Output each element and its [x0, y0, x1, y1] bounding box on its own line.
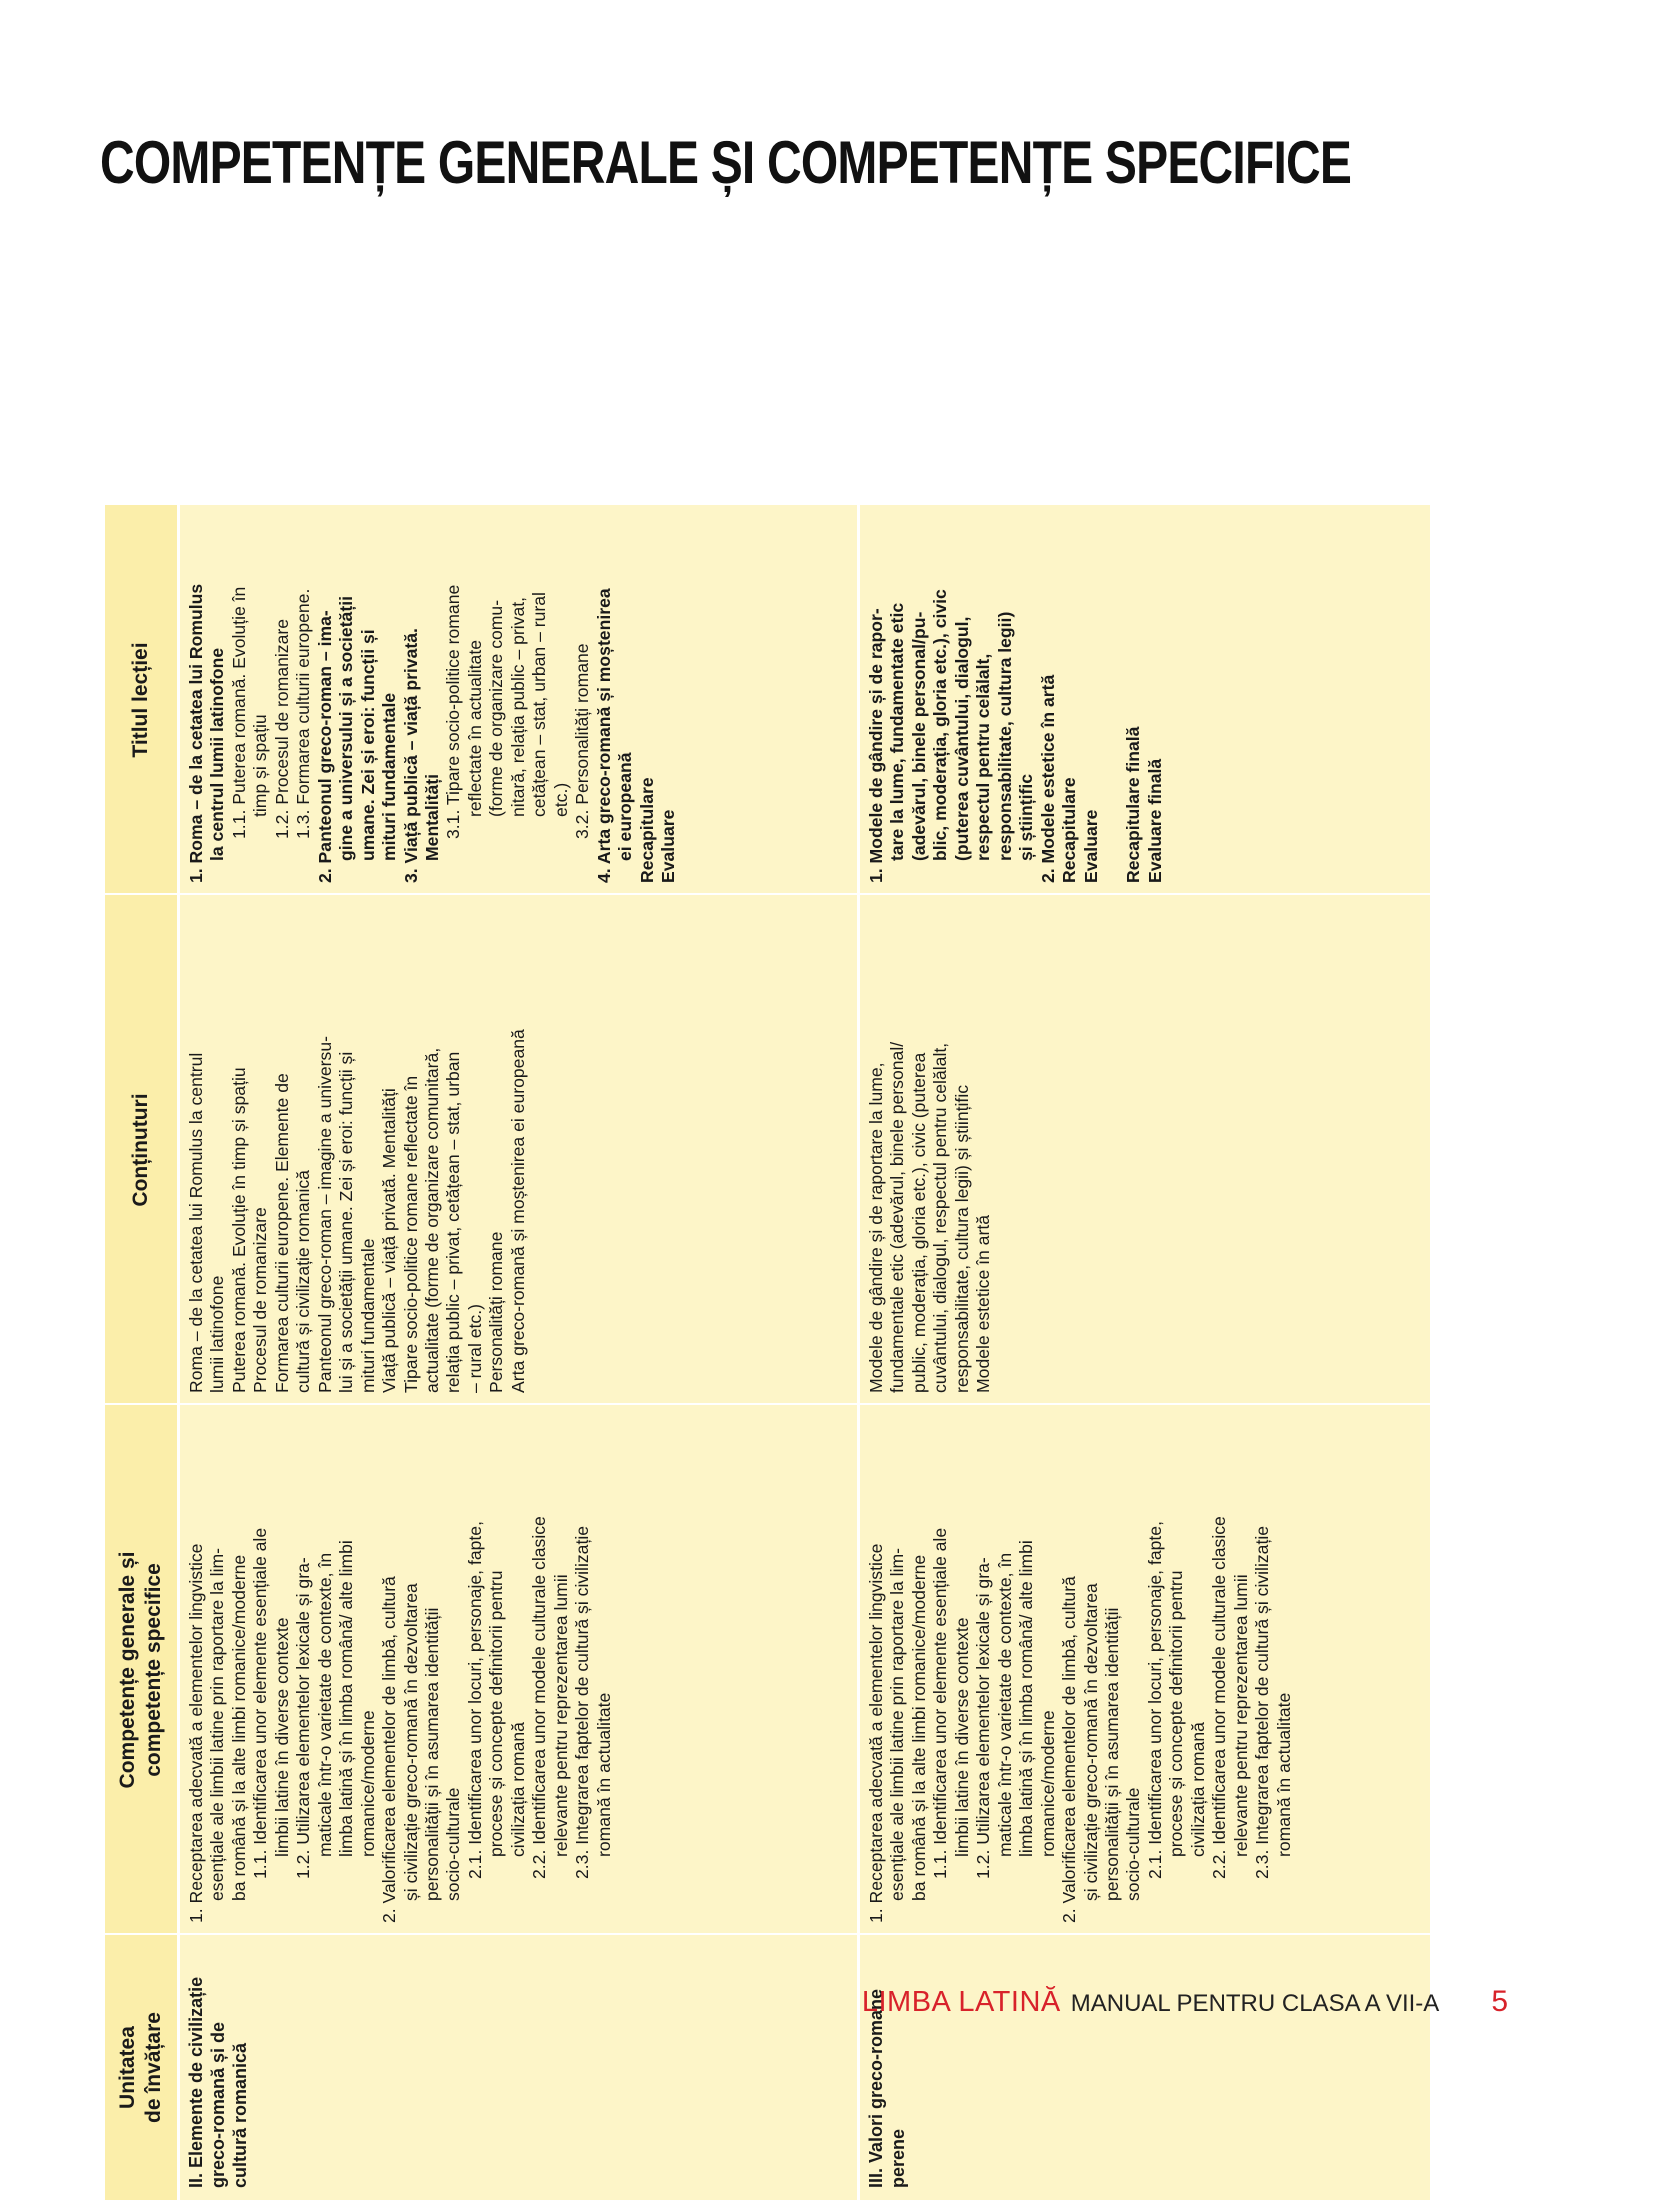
lesson-item: Evaluare — [1080, 809, 1101, 883]
competences-cell — [180, 1405, 857, 1935]
lesson-item: mituri fundamentale — [379, 692, 400, 861]
unit-cell — [180, 1935, 857, 2200]
content-item: responsabilitate, cultura legii) și științific — [951, 1084, 972, 1393]
competence-item: personalității și în asumarea identității — [421, 1607, 442, 1901]
lesson-item: (puterea cuvântului, dialogul, — [951, 616, 972, 861]
competence-item: 1.2. Utilizarea elementelor lexicale și gra- — [973, 1557, 994, 1879]
competence-item: limbii latine în diverse contexte — [271, 1617, 292, 1857]
competence-item: civilizația romană — [507, 1722, 528, 1857]
column-divider — [105, 1933, 1430, 1935]
lesson-item: 3.2. Personalități romane — [572, 643, 593, 839]
header-unit-line: Unitatea — [115, 2026, 139, 2109]
unit-label-line: perene — [887, 2128, 908, 2188]
content-item: lumii latinofone — [207, 1275, 228, 1393]
lesson-item: 2. Panteonul greco-roman – ima- — [314, 610, 335, 883]
competence-item: și civilizație greco-romană în dezvoltarea — [400, 1583, 421, 1901]
competences-cell — [860, 1405, 1430, 1935]
content-item: cultură și civilizație romanică — [293, 1170, 314, 1393]
header-lesson — [105, 505, 177, 895]
unit-label-line: II. Elemente de civilizație — [186, 1976, 206, 2188]
competence-item: ba română și la alte limbi romanice/moderne — [228, 1554, 249, 1901]
content-item: fundamentale etic (adevărul, binele personal/ — [887, 1041, 908, 1393]
competence-item: 2.3. Integrarea faptelor de cultură și civilizație — [572, 1525, 593, 1879]
page-title: COMPETENȚE GENERALE ȘI COMPETENȚE SPECIFICE — [100, 129, 1352, 196]
contents-cell — [180, 895, 857, 1405]
lesson-item: reflectate în actualitate — [464, 639, 485, 817]
competence-item: 2.2. Identificarea unor modele culturale clasice — [1209, 1516, 1230, 1879]
competence-item: 2. Valorificarea elementelor de limbă, cultură — [1059, 1576, 1080, 1923]
lesson-item: (forme de organizare comu- — [486, 599, 507, 817]
lesson-list — [186, 517, 679, 883]
header-contents — [105, 895, 177, 1405]
competence-item: 1. Receptarea adecvată a elementelor lingvistice — [186, 1543, 206, 1923]
competence-item: esențiale ale limbii latine prin raportare la lim- — [207, 1547, 228, 1901]
header-unit-line: de învățare — [142, 2012, 165, 2123]
content-item: Puterea romană. Evoluție în timp și spațiu — [228, 1067, 249, 1393]
footer-subject: LIMBA LATINĂ — [861, 1986, 1061, 2018]
contents-cell — [860, 895, 1430, 1405]
competence-item: procese și concepte definitorii pentru — [486, 1570, 507, 1857]
content-item: Panteonul greco-roman – imagine a universu- — [314, 1036, 335, 1393]
lesson-item: ei europeană — [615, 752, 636, 861]
competence-item: personalității și în asumarea identității — [1101, 1607, 1122, 1901]
column-divider — [105, 1403, 1430, 1405]
competence-item: romană în actualitate — [1273, 1692, 1294, 1857]
content-item: – rural etc.) — [464, 1304, 485, 1393]
content-item: Procesul de romanizare — [250, 1207, 271, 1393]
competence-item: limbii latine în diverse contexte — [951, 1617, 972, 1857]
competence-item: ba română și la alte limbi romanice/moderne — [908, 1554, 929, 1901]
lesson-item: (adevărul, binele personal/pu- — [908, 611, 929, 861]
unit-label-line: III. Valori greco-romane — [866, 1988, 886, 2188]
competence-item: limba latină și în limba română/ alte limbi — [1016, 1540, 1037, 1857]
competence-item: 2.1. Identificarea unor locuri, personaje, fapte, — [464, 1521, 485, 1879]
contents-list — [866, 907, 995, 1393]
table-row — [860, 505, 1430, 2200]
header-lesson-line: Titlul lecției — [128, 642, 152, 758]
page-footer — [0, 1985, 1508, 2019]
content-item: Personalități romane — [486, 1231, 507, 1393]
lesson-item: tare la lume, fundamentate etic — [887, 602, 908, 861]
lesson-item: 2. Modele estetice în artă — [1037, 674, 1058, 883]
lesson-cell — [860, 505, 1430, 895]
unit-label-line: greco-romană și de — [207, 2021, 228, 2188]
competence-item: 1.2. Utilizarea elementelor lexicale și gra- — [293, 1557, 314, 1879]
content-item: relația public – privat, cetățean – stat, urban — [443, 1051, 464, 1393]
lesson-cell — [180, 505, 857, 895]
lesson-item: respectul pentru celălalt, — [973, 653, 994, 861]
page-number: 5 — [1491, 1985, 1508, 2018]
unit-label — [866, 1947, 910, 2188]
content-item: Formarea culturii europene. Elemente de — [271, 1073, 292, 1393]
competence-item: 2.3. Integrarea faptelor de cultură și civilizație — [1252, 1525, 1273, 1879]
lesson-item: 4. Arta greco-romană și moștenirea — [593, 588, 614, 883]
lesson-item: Evaluare finală — [1144, 758, 1165, 883]
competence-item: 2. Valorificarea elementelor de limbă, cultură — [379, 1576, 400, 1923]
content-item: Modele estetice în artă — [973, 1215, 994, 1393]
competence-item: romanice/moderne — [1037, 1710, 1058, 1857]
competence-item: civilizația romană — [1187, 1722, 1208, 1857]
header-competences-line: competențe specifice — [142, 1563, 165, 1777]
contents-list — [186, 907, 529, 1393]
lesson-item — [1102, 517, 1123, 883]
lesson-item: cetățean – stat, urban – rural — [529, 592, 550, 817]
unit-label-line: cultură romanică — [229, 2042, 250, 2188]
lesson-item: etc.) — [550, 782, 571, 817]
competence-item: romanice/moderne — [357, 1710, 378, 1857]
competence-item: limba latină și în limba română/ alte limbi — [336, 1540, 357, 1857]
lesson-item: 1. Roma – de la cetatea lui Romulus — [186, 583, 206, 883]
content-item: Viață publică – viață privată. Mentalități — [379, 1088, 400, 1393]
content-item: Modele de gândire și de raportare la lume, — [866, 1062, 886, 1393]
lesson-item: Recapitulare finală — [1123, 726, 1144, 883]
competence-item: maticale într-o varietate de contexte, în — [314, 1552, 335, 1857]
lesson-item: Recapitulare — [636, 777, 657, 883]
unit-cell — [860, 1935, 1430, 2200]
competence-item: 2.2. Identificarea unor modele culturale clasice — [529, 1516, 550, 1879]
competence-item: și civilizație greco-romană în dezvoltarea — [1080, 1583, 1101, 1901]
content-item: actualitate (forme de organizare comunitară, — [421, 1047, 442, 1393]
lesson-item: 1.1. Puterea romană. Evoluție în — [228, 586, 249, 839]
lesson-item: responsabilitate, cultura legii) — [994, 611, 1015, 861]
header-unit — [105, 1935, 177, 2200]
competence-item: esențiale ale limbii latine prin raportare la lim- — [887, 1547, 908, 1901]
competences-list — [186, 1417, 615, 1923]
lesson-item: 3.1. Tipare socio-politice romane — [443, 584, 464, 839]
lesson-item: 1. Modele de gândire și de rapor- — [866, 608, 886, 883]
header-competences — [105, 1405, 177, 1935]
lesson-item: Mentalități — [421, 774, 442, 861]
lesson-item: și științific — [1016, 773, 1037, 861]
lesson-item: blic, moderația, gloria etc.), civic — [930, 589, 951, 861]
lesson-item: nitară, relația public – privat, — [507, 596, 528, 817]
competence-item: 2.1. Identificarea unor locuri, personaje, fapte, — [1144, 1521, 1165, 1879]
competence-item: 1. Receptarea adecvată a elementelor lingvistice — [866, 1543, 886, 1923]
footer-manual-title: MANUAL PENTRU CLASA A VII-A — [1070, 1990, 1440, 2017]
unit-label — [186, 1947, 252, 2188]
content-item: mituri fundamentale — [357, 1238, 378, 1393]
column-divider — [105, 893, 1430, 895]
content-item: Roma – de la cetatea lui Romulus la centrul — [186, 1052, 206, 1393]
content-item: cuvântului, dialogul, respectul pentru celălalt, — [930, 1042, 951, 1393]
header-competences-line: Competențe generale și — [115, 1551, 139, 1789]
competence-item: maticale într-o varietate de contexte, în — [994, 1552, 1015, 1857]
lesson-item: Recapitulare — [1059, 777, 1080, 883]
competence-item: relevante pentru reprezentarea lumii — [550, 1574, 571, 1857]
content-item: Tipare socio-politice romane reflectate în — [400, 1075, 421, 1393]
competences-table — [105, 505, 1430, 2200]
competence-item: socio-culturale — [443, 1787, 464, 1901]
content-item: Arta greco-romană și moștenirea ei europeană — [507, 1029, 528, 1393]
competence-item: socio-culturale — [1123, 1787, 1144, 1901]
lesson-item: Evaluare — [657, 809, 678, 883]
lesson-item: timp și spațiu — [250, 714, 271, 817]
lesson-list — [866, 517, 1166, 883]
competence-item: procese și concepte definitorii pentru — [1166, 1570, 1187, 1857]
lesson-item: 3. Viață publică – viață privată. — [400, 628, 421, 883]
content-item: lui și a societății umane. Zei și eroi: funcții și — [336, 1051, 357, 1393]
row-divider — [177, 505, 180, 2200]
lesson-item: la centrul lumii latinofone — [207, 647, 228, 861]
competence-item: 1.1. Identificarea unor elemente esențiale ale — [930, 1527, 951, 1879]
header-contents-line: Conținuturi — [128, 1093, 152, 1207]
lesson-item: umane. Zei și eroi: funcții și — [357, 629, 378, 861]
lesson-item: 1.3. Formarea culturii europene. — [293, 588, 314, 839]
competence-item: romană în actualitate — [593, 1692, 614, 1857]
row-divider — [857, 505, 860, 2200]
competences-list — [866, 1417, 1295, 1923]
content-item: public, moderația, gloria etc.), civic (puterea — [908, 1052, 929, 1393]
competence-item: 1.1. Identificarea unor elemente esențiale ale — [250, 1527, 271, 1879]
competence-item: relevante pentru reprezentarea lumii — [1230, 1574, 1251, 1857]
lesson-item: 1.2. Procesul de romanizare — [271, 618, 292, 839]
table-header-row — [105, 505, 177, 2200]
table-row — [180, 505, 857, 2200]
lesson-item: gine a universului și a societății — [336, 596, 357, 861]
